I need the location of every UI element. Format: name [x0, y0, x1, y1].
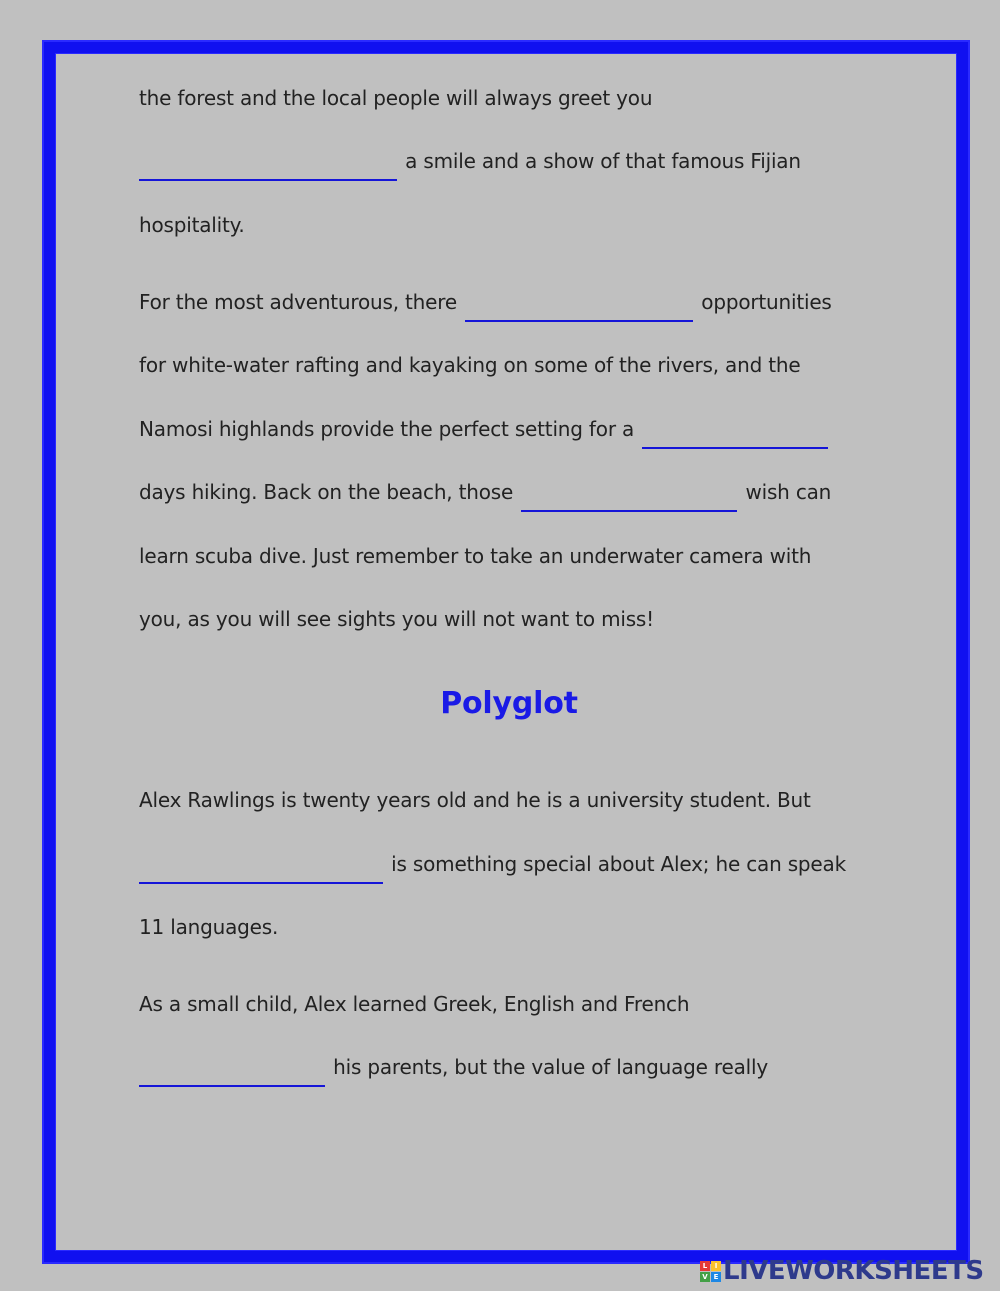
brand-name: LIVEWORKSHEETS [723, 1256, 984, 1286]
text-line [139, 288, 832, 322]
text-line [139, 1053, 768, 1087]
answer-blank-4[interactable] [521, 490, 737, 512]
section-title: Polyglot [440, 686, 578, 721]
answer-blank-5[interactable] [139, 862, 383, 884]
text-fragment: Namosi highlands provide the perfect setting for a [139, 417, 635, 441]
liveworksheets-brand[interactable] [700, 1256, 984, 1286]
logo-letter: E [711, 1272, 721, 1282]
answer-blank-1[interactable] [139, 159, 397, 181]
text-fragment: his parents, but the value of language really [333, 1055, 769, 1079]
text-line [139, 850, 846, 884]
text-line: 11 languages. [139, 915, 279, 939]
text-line [139, 147, 801, 181]
logo-letter: I [711, 1261, 721, 1271]
text-line: you, as you will see sights you will not want to miss! [139, 607, 654, 631]
answer-blank-6[interactable] [139, 1065, 325, 1087]
text-line: for white-water rafting and kayaking on some of the rivers, and the [139, 353, 801, 377]
text-fragment: wish can [745, 480, 832, 504]
text-fragment: opportunities [701, 290, 832, 314]
text-line: As a small child, Alex learned Greek, English and French [139, 992, 690, 1016]
text-line: learn scuba dive. Just remember to take an underwater camera with [139, 544, 812, 568]
logo-letter: V [700, 1272, 710, 1282]
text-line [139, 415, 830, 449]
text-fragment: is something special about Alex; he can speak [391, 852, 846, 876]
text-fragment: a smile and a show of that famous Fijian [405, 149, 801, 173]
text-fragment: days hiking. Back on the beach, those [139, 480, 514, 504]
liveworksheets-logo-icon [700, 1261, 721, 1282]
answer-blank-3[interactable] [642, 427, 828, 449]
text-line: hospitality. [139, 213, 245, 237]
text-fragment: For the most adventurous, there [139, 290, 457, 314]
answer-blank-2[interactable] [465, 300, 693, 322]
text-line [139, 478, 831, 512]
text-line: the forest and the local people will always greet you [139, 86, 653, 110]
text-line: Alex Rawlings is twenty years old and he is a university student. But [139, 788, 811, 812]
logo-letter: L [700, 1261, 710, 1271]
